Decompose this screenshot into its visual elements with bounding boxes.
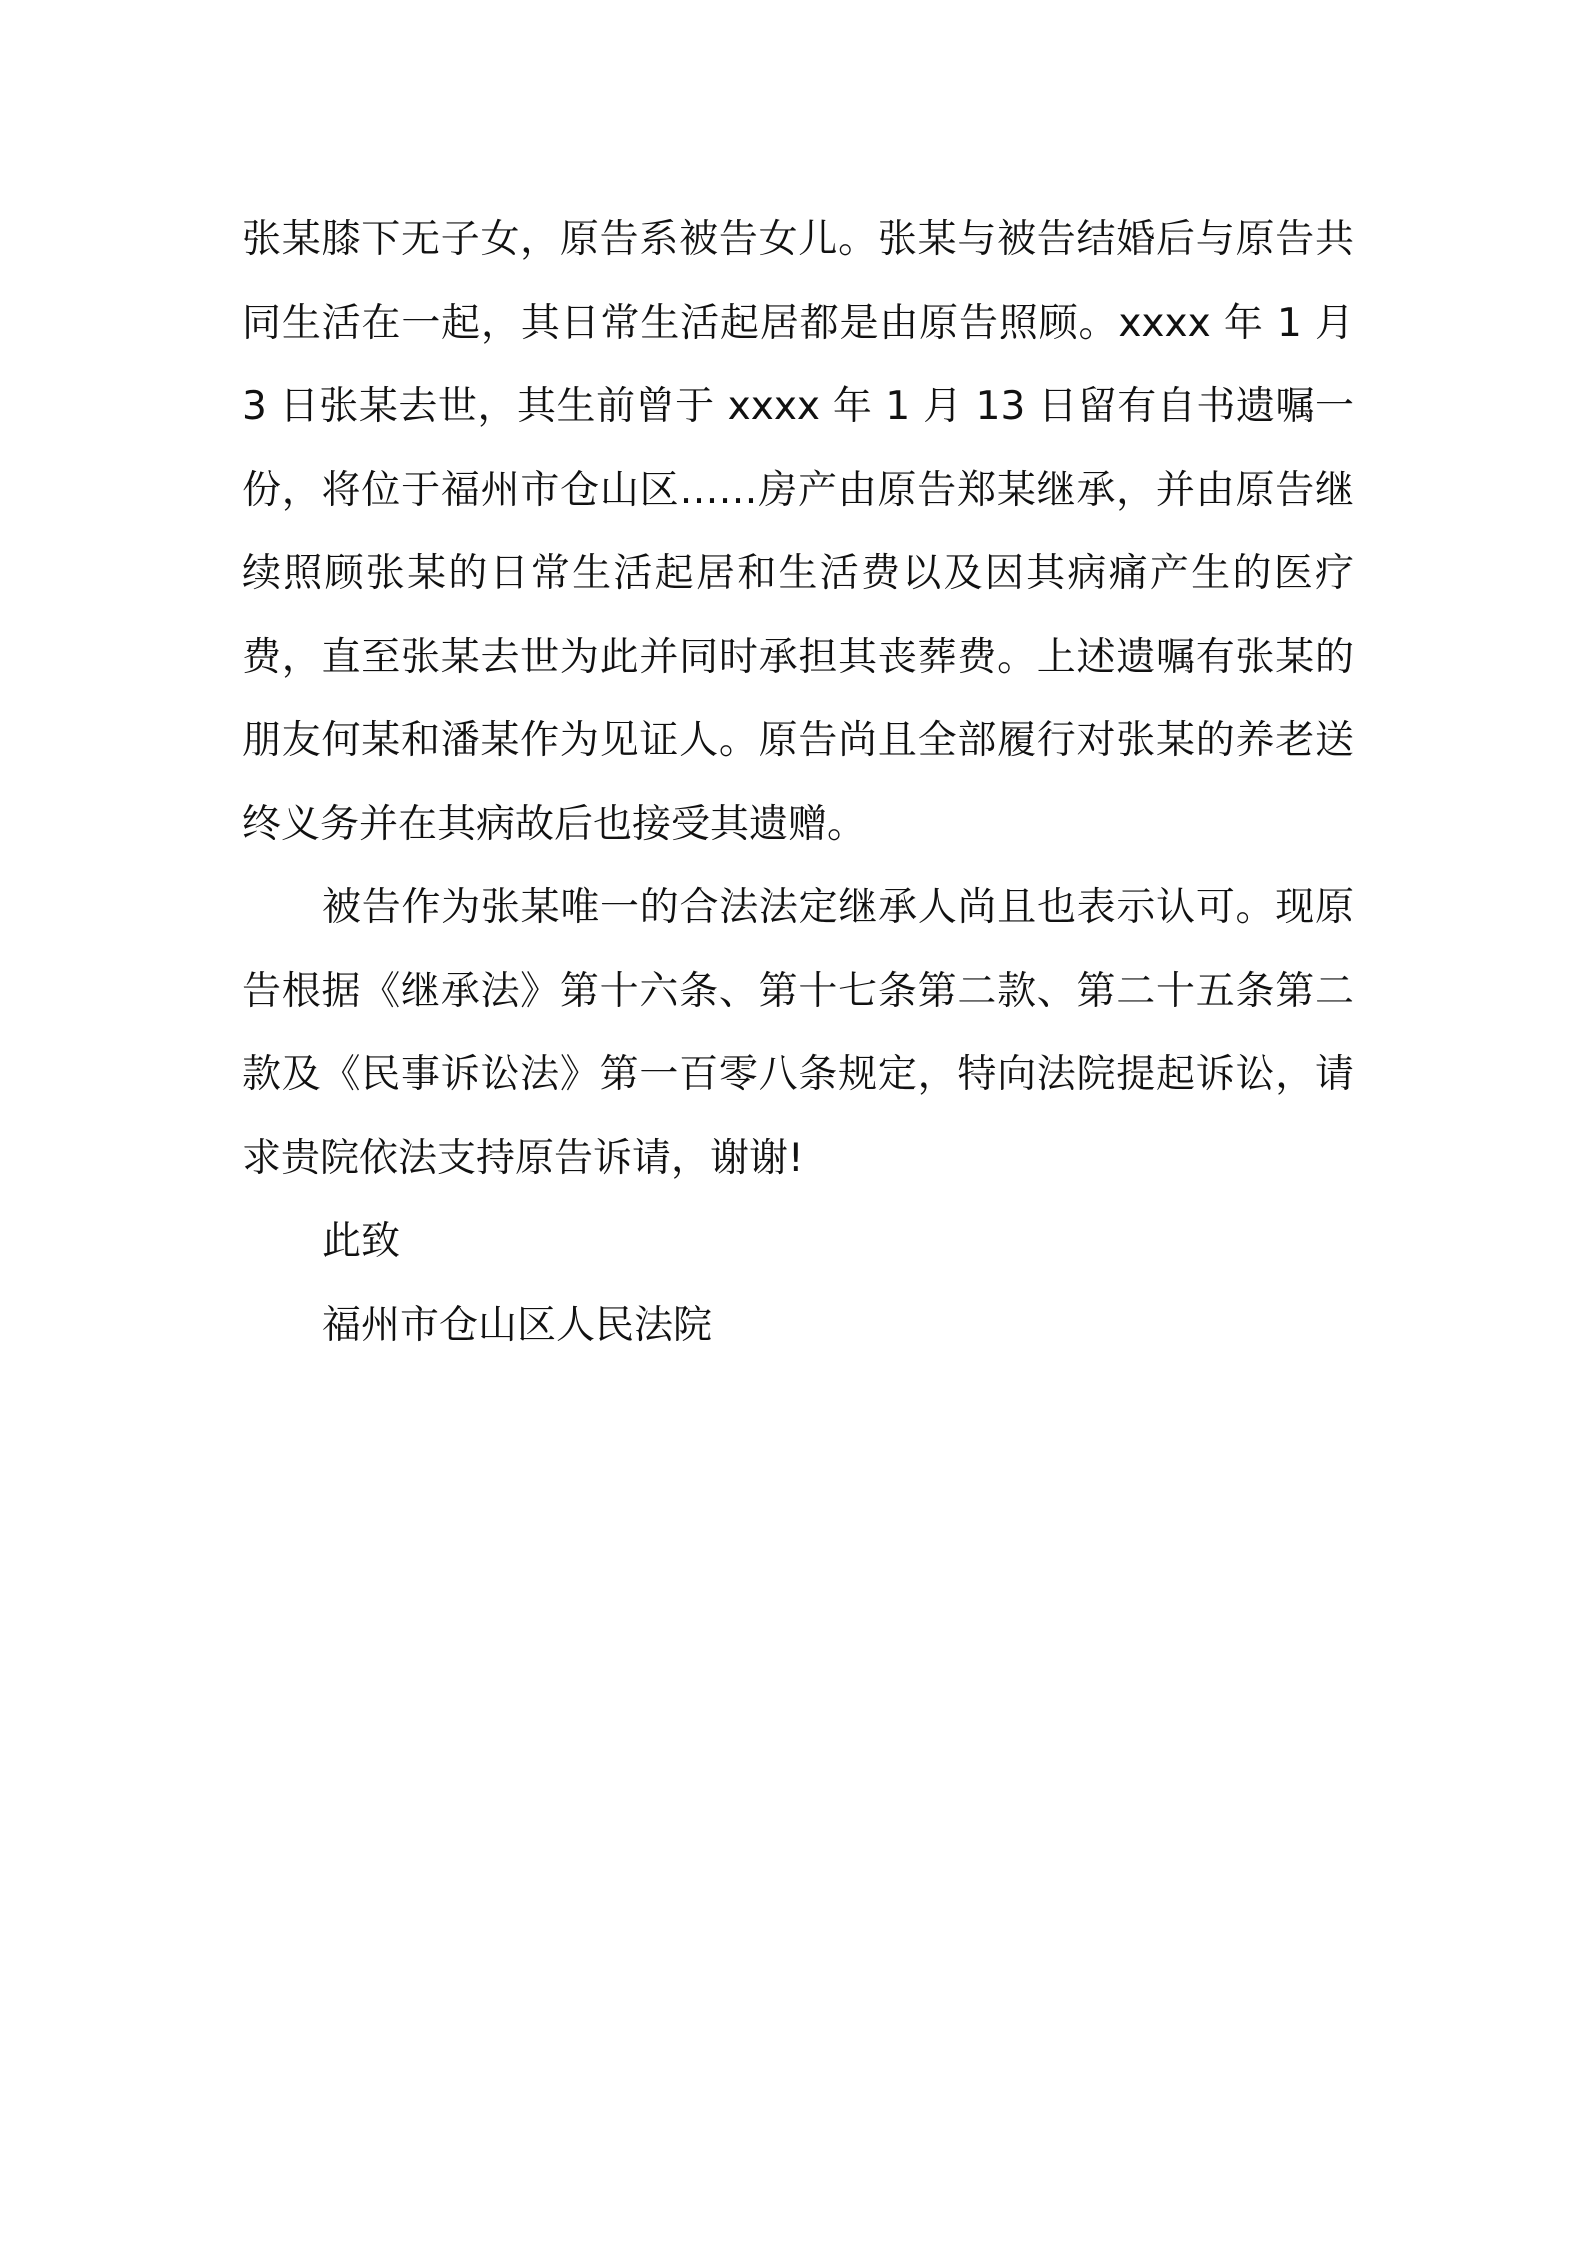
addressee-court: 福州市仓山区人民法院	[322, 1302, 713, 1348]
body-paragraph-claims: 被告作为张某唯一的合法法定继承人尚且也表示认可。现原告根据《继承法》第十六条、第十七条第二款、第二十五条第二款及《民事诉讼法》第一百零八条规定，特向法院提起诉讼，请求贵院依法支持原告诉请，谢谢!	[242, 885, 1354, 1181]
body-paragraph-facts: 张某膝下无子女，原告系被告女儿。张某与被告结婚后与原告共同生活在一起，其日常生活起居都是由原告照顾。xxxx 年 1 月 3 日张某去世，其生前曾于 xxxx 年 1 月 13 日留有自书遗嘱一份，将位于福州市仓山区……房产由原告郑某继承，并由原告继续照顾张某的日常生活起居和生活费以及因其病痛产生的医疗费，直至张某去世为此并同时承担其丧葬费。上述遗嘱有张某的朋友何某和潘某作为见证人。原告尚且全部履行对张某的养老送终义务并在其病故后也接受其遗赠。	[242, 217, 1354, 847]
document-body	[242, 198, 1354, 1367]
closing-salutation: 此致	[322, 1219, 401, 1264]
